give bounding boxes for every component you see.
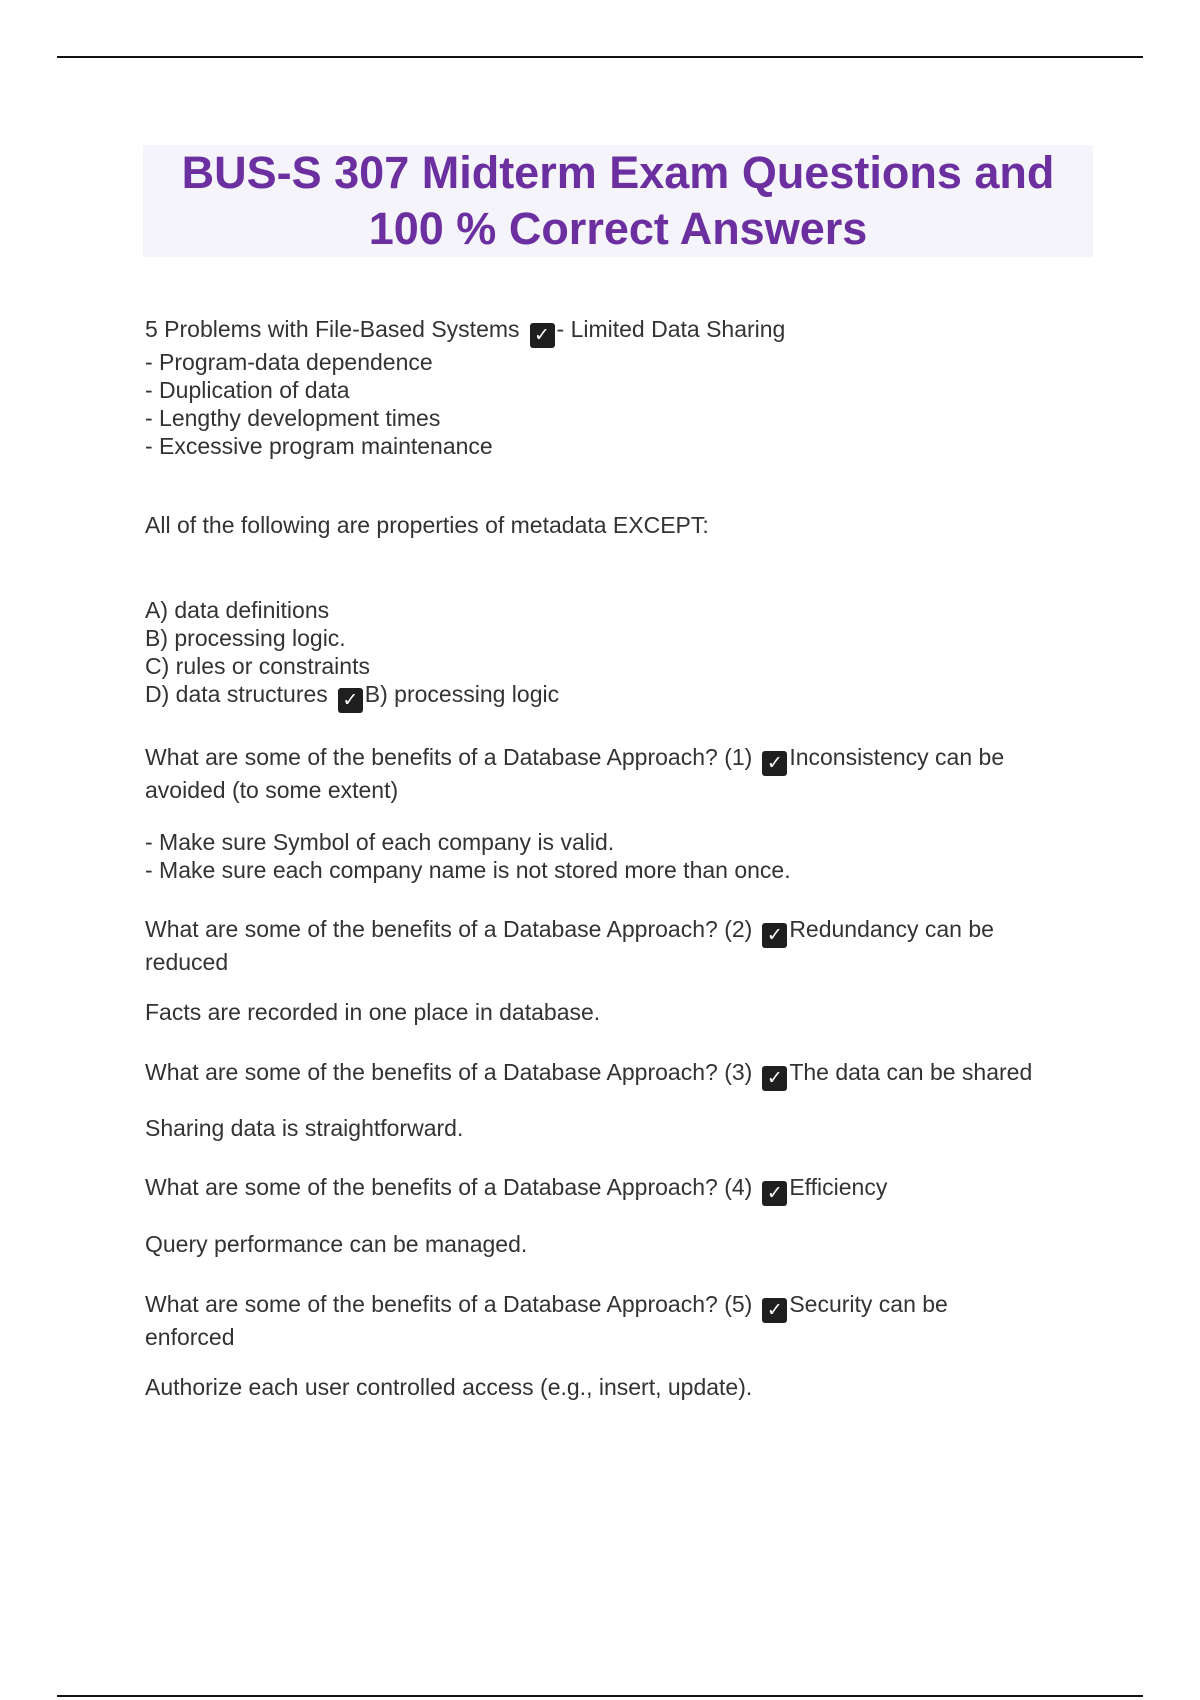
footer-rule [57, 1695, 1143, 1697]
answer-text: Inconsistency can be [789, 744, 1005, 770]
title-line-2: 100 % Correct Answers [368, 203, 868, 254]
question-text: What are some of the benefits of a Database Approach? (3) [145, 1059, 753, 1085]
check-icon: ✓ [762, 923, 787, 948]
question-text: What are some of the benefits of a Database Approach? (1) [145, 744, 753, 770]
title-banner [143, 145, 1093, 257]
check-icon: ✓ [762, 1066, 787, 1091]
answer-text: B) processing logic [364, 681, 560, 707]
qa-block-7-note [145, 1373, 1095, 1401]
answer-line: - Limited Data Sharing [556, 316, 786, 342]
option-b: B) processing logic. [145, 625, 346, 651]
question-text: 5 Problems with File-Based Systems [145, 316, 520, 342]
note-line: Query performance can be managed. [145, 1231, 528, 1257]
option-c: C) rules or constraints [145, 653, 370, 679]
option-a: A) data definitions [145, 597, 330, 623]
question-text: What are some of the benefits of a Database Approach? (4) [145, 1174, 753, 1200]
answer-text: The data can be shared [789, 1059, 1033, 1085]
check-icon: ✓ [338, 688, 363, 713]
check-icon: ✓ [762, 1298, 787, 1323]
header-rule [57, 56, 1143, 58]
note-line: Sharing data is straightforward. [145, 1115, 464, 1141]
answer-line: - Program-data dependence [145, 349, 433, 375]
qa-block-1 [145, 315, 1095, 460]
note-line: Facts are recorded in one place in database. [145, 999, 601, 1025]
qa-block-2-options [145, 596, 1095, 713]
question-text: What are some of the benefits of a Database Approach? (2) [145, 916, 753, 942]
title-line-1: BUS-S 307 Midterm Exam Questions and [181, 147, 1055, 198]
qa-block-3 [145, 743, 1095, 804]
answer-continuation: enforced [145, 1324, 235, 1350]
qa-block-6 [145, 1173, 1095, 1206]
qa-block-5 [145, 1058, 1095, 1091]
qa-block-3-notes [145, 828, 1095, 884]
check-icon: ✓ [530, 323, 555, 348]
check-icon: ✓ [762, 751, 787, 776]
question-text: All of the following are properties of metadata EXCEPT: [145, 512, 709, 538]
question-text: What are some of the benefits of a Database Approach? (5) [145, 1291, 753, 1317]
qa-block-5-note [145, 1114, 1095, 1142]
answer-line: - Excessive program maintenance [145, 433, 493, 459]
answer-line: - Duplication of data [145, 377, 350, 403]
qa-block-7 [145, 1290, 1095, 1351]
qa-block-6-note [145, 1230, 1095, 1258]
check-icon: ✓ [762, 1181, 787, 1206]
qa-block-4-note [145, 998, 1095, 1026]
qa-block-4 [145, 915, 1095, 976]
answer-text: Security can be [789, 1291, 948, 1317]
note-line: Authorize each user controlled access (e.g., insert, update). [145, 1374, 753, 1400]
qa-block-2-question [145, 511, 1095, 539]
answer-text: Efficiency [789, 1174, 888, 1200]
option-d: D) data structures [145, 681, 328, 707]
answer-text: Redundancy can be [789, 916, 994, 942]
note-line: - Make sure Symbol of each company is valid. [145, 829, 615, 855]
note-line: - Make sure each company name is not stored more than once. [145, 857, 791, 883]
answer-line: - Lengthy development times [145, 405, 441, 431]
answer-continuation: reduced [145, 949, 229, 975]
answer-continuation: avoided (to some extent) [145, 777, 399, 803]
